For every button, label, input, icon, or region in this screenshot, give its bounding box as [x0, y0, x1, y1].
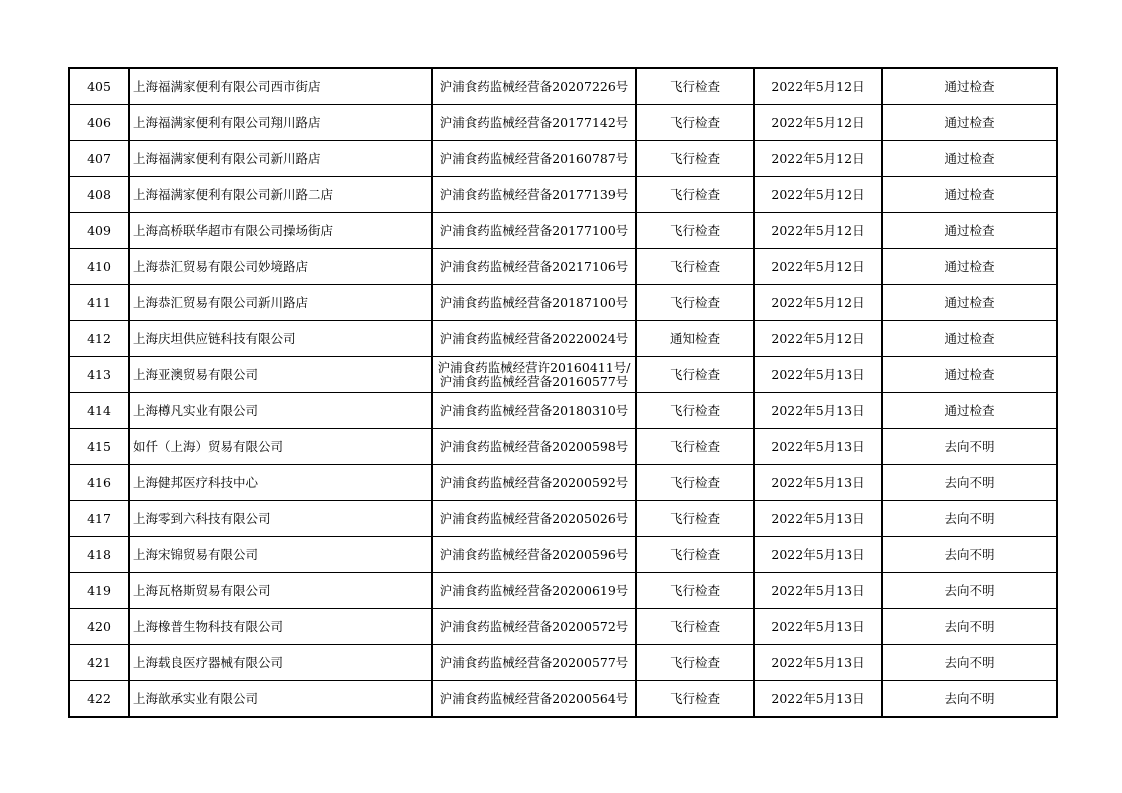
license-number-cell — [432, 609, 636, 645]
license-number-cell — [432, 501, 636, 537]
check-type-cell: 飞行检查 — [636, 573, 754, 609]
check-result-cell: 通过检查 — [882, 177, 1057, 213]
records-table-body — [69, 68, 1057, 717]
check-result-cell: 通过检查 — [882, 393, 1057, 429]
company-name-cell: 上海零到六科技有限公司 — [129, 501, 432, 537]
license-number-line: 沪浦食药监械经营备20177100号 — [439, 222, 629, 238]
license-number-line: 沪浦食药监械经营备20187100号 — [439, 294, 629, 310]
company-name-cell: 上海樽凡实业有限公司 — [129, 393, 432, 429]
check-result-cell: 通过检查 — [882, 357, 1057, 393]
check-date-cell: 2022年5月13日 — [754, 645, 882, 681]
license-number-line: 沪浦食药监械经营备20177142号 — [439, 114, 629, 130]
row-number-cell: 416 — [69, 465, 129, 501]
check-date-cell: 2022年5月12日 — [754, 141, 882, 177]
license-number-line: 沪浦食药监械经营备20160787号 — [439, 150, 629, 166]
company-name-cell: 上海福满家便利有限公司新川路二店 — [129, 177, 432, 213]
license-number-cell — [432, 645, 636, 681]
table-row — [69, 465, 1057, 501]
row-number-cell: 413 — [69, 357, 129, 393]
check-type-cell: 飞行检查 — [636, 609, 754, 645]
check-type-cell: 飞行检查 — [636, 105, 754, 141]
check-date-cell: 2022年5月13日 — [754, 681, 882, 718]
row-number-cell: 412 — [69, 321, 129, 357]
company-name-cell: 上海载良医疗器械有限公司 — [129, 645, 432, 681]
company-name-cell: 上海福满家便利有限公司西市街店 — [129, 68, 432, 105]
license-number-cell — [432, 465, 636, 501]
company-name-cell: 上海歆承实业有限公司 — [129, 681, 432, 718]
company-name-cell: 上海瓦格斯贸易有限公司 — [129, 573, 432, 609]
license-number-line: 沪浦食药监械经营备20177139号 — [439, 186, 629, 202]
table-row — [69, 285, 1057, 321]
table-row — [69, 321, 1057, 357]
table-row — [69, 249, 1057, 285]
license-number-line: 沪浦食药监械经营备20180310号 — [439, 402, 629, 418]
check-result-cell: 通过检查 — [882, 213, 1057, 249]
check-date-cell: 2022年5月13日 — [754, 501, 882, 537]
license-number-cell — [432, 213, 636, 249]
table-row — [69, 609, 1057, 645]
table-row — [69, 681, 1057, 718]
check-type-cell: 飞行检查 — [636, 141, 754, 177]
table-row — [69, 393, 1057, 429]
check-date-cell: 2022年5月12日 — [754, 285, 882, 321]
row-number-cell: 409 — [69, 213, 129, 249]
check-date-cell: 2022年5月12日 — [754, 249, 882, 285]
check-result-cell: 去向不明 — [882, 609, 1057, 645]
check-date-cell: 2022年5月12日 — [754, 105, 882, 141]
license-number-cell — [432, 357, 636, 393]
license-number-line: 沪浦食药监械经营备20207226号 — [439, 78, 629, 94]
table-row — [69, 177, 1057, 213]
license-number-cell — [432, 393, 636, 429]
license-number-cell — [432, 68, 636, 105]
table-row — [69, 537, 1057, 573]
license-number-line: 沪浦食药监械经营备20217106号 — [439, 258, 629, 274]
check-type-cell: 飞行检查 — [636, 465, 754, 501]
row-number-cell: 407 — [69, 141, 129, 177]
check-result-cell: 通过检查 — [882, 321, 1057, 357]
license-number-line: 沪浦食药监械经营备20200598号 — [439, 438, 629, 454]
check-date-cell: 2022年5月13日 — [754, 537, 882, 573]
check-result-cell: 去向不明 — [882, 501, 1057, 537]
table-row — [69, 501, 1057, 537]
inspection-records-table — [68, 67, 1058, 718]
check-result-cell: 通过检查 — [882, 141, 1057, 177]
row-number-cell: 418 — [69, 537, 129, 573]
company-name-cell: 上海宋锦贸易有限公司 — [129, 537, 432, 573]
row-number-cell: 420 — [69, 609, 129, 645]
check-date-cell: 2022年5月13日 — [754, 465, 882, 501]
table-row — [69, 645, 1057, 681]
table-row — [69, 573, 1057, 609]
company-name-cell: 上海亚澳贸易有限公司 — [129, 357, 432, 393]
check-result-cell: 去向不明 — [882, 645, 1057, 681]
check-result-cell: 去向不明 — [882, 429, 1057, 465]
check-date-cell: 2022年5月12日 — [754, 213, 882, 249]
license-number-line: 沪浦食药监械经营许20160411号/ — [437, 359, 631, 375]
check-result-cell: 去向不明 — [882, 537, 1057, 573]
check-type-cell: 飞行检查 — [636, 285, 754, 321]
license-number-cell — [432, 681, 636, 718]
check-type-cell: 飞行检查 — [636, 645, 754, 681]
license-number-cell — [432, 177, 636, 213]
check-type-cell: 飞行检查 — [636, 213, 754, 249]
row-number-cell: 414 — [69, 393, 129, 429]
row-number-cell: 415 — [69, 429, 129, 465]
row-number-cell: 411 — [69, 285, 129, 321]
inspection-records-sheet — [68, 67, 1056, 718]
check-result-cell: 通过检查 — [882, 285, 1057, 321]
check-date-cell: 2022年5月12日 — [754, 177, 882, 213]
check-date-cell: 2022年5月13日 — [754, 393, 882, 429]
check-date-cell: 2022年5月12日 — [754, 321, 882, 357]
company-name-cell: 上海橡普生物科技有限公司 — [129, 609, 432, 645]
company-name-cell: 上海福满家便利有限公司新川路店 — [129, 141, 432, 177]
check-type-cell: 飞行检查 — [636, 501, 754, 537]
license-number-line: 沪浦食药监械经营备20200564号 — [439, 690, 629, 706]
check-date-cell: 2022年5月13日 — [754, 429, 882, 465]
check-type-cell: 飞行检查 — [636, 357, 754, 393]
check-result-cell: 去向不明 — [882, 681, 1057, 718]
license-number-cell — [432, 105, 636, 141]
license-number-cell — [432, 249, 636, 285]
row-number-cell: 422 — [69, 681, 129, 718]
license-number-line: 沪浦食药监械经营备20160577号 — [439, 373, 629, 389]
row-number-cell: 406 — [69, 105, 129, 141]
license-number-line: 沪浦食药监械经营备20205026号 — [439, 510, 629, 526]
row-number-cell: 419 — [69, 573, 129, 609]
license-number-cell — [432, 321, 636, 357]
row-number-cell: 410 — [69, 249, 129, 285]
check-type-cell: 飞行检查 — [636, 537, 754, 573]
check-date-cell: 2022年5月13日 — [754, 609, 882, 645]
check-type-cell: 飞行检查 — [636, 429, 754, 465]
check-date-cell: 2022年5月13日 — [754, 357, 882, 393]
check-type-cell: 飞行检查 — [636, 393, 754, 429]
row-number-cell: 408 — [69, 177, 129, 213]
table-row — [69, 429, 1057, 465]
check-result-cell: 通过检查 — [882, 105, 1057, 141]
license-number-line: 沪浦食药监械经营备20200619号 — [439, 582, 629, 598]
row-number-cell: 417 — [69, 501, 129, 537]
company-name-cell: 上海高桥联华超市有限公司操场街店 — [129, 213, 432, 249]
license-number-cell — [432, 537, 636, 573]
company-name-cell: 上海恭汇贸易有限公司妙境路店 — [129, 249, 432, 285]
license-number-line: 沪浦食药监械经营备20200572号 — [439, 618, 629, 634]
company-name-cell: 上海恭汇贸易有限公司新川路店 — [129, 285, 432, 321]
check-date-cell: 2022年5月12日 — [754, 68, 882, 105]
license-number-cell — [432, 141, 636, 177]
license-number-line: 沪浦食药监械经营备20200577号 — [439, 654, 629, 670]
check-type-cell: 飞行检查 — [636, 177, 754, 213]
check-result-cell: 通过检查 — [882, 249, 1057, 285]
table-row — [69, 357, 1057, 393]
company-name-cell: 上海庆坦供应链科技有限公司 — [129, 321, 432, 357]
license-number-line: 沪浦食药监械经营备20200592号 — [439, 474, 629, 490]
license-number-line: 沪浦食药监械经营备20220024号 — [439, 330, 629, 346]
check-date-cell: 2022年5月13日 — [754, 573, 882, 609]
table-row — [69, 68, 1057, 105]
company-name-cell: 上海福满家便利有限公司翔川路店 — [129, 105, 432, 141]
license-number-cell — [432, 285, 636, 321]
table-row — [69, 213, 1057, 249]
check-result-cell: 通过检查 — [882, 68, 1057, 105]
check-type-cell: 通知检查 — [636, 321, 754, 357]
check-type-cell: 飞行检查 — [636, 249, 754, 285]
company-name-cell: 上海健邦医疗科技中心 — [129, 465, 432, 501]
check-result-cell: 去向不明 — [882, 465, 1057, 501]
check-type-cell: 飞行检查 — [636, 681, 754, 718]
license-number-line: 沪浦食药监械经营备20200596号 — [439, 546, 629, 562]
row-number-cell: 421 — [69, 645, 129, 681]
license-number-cell — [432, 429, 636, 465]
check-result-cell: 去向不明 — [882, 573, 1057, 609]
row-number-cell: 405 — [69, 68, 129, 105]
check-type-cell: 飞行检查 — [636, 68, 754, 105]
table-row — [69, 141, 1057, 177]
company-name-cell: 如仟（上海）贸易有限公司 — [129, 429, 432, 465]
license-number-cell — [432, 573, 636, 609]
table-row — [69, 105, 1057, 141]
